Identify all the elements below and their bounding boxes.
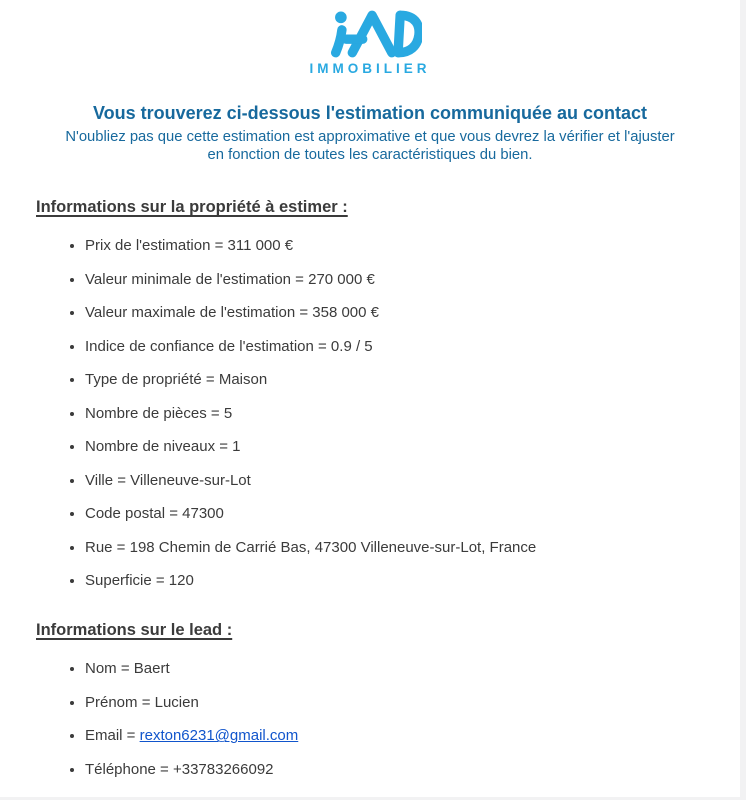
lead-section [36, 621, 710, 780]
property-section-heading: Informations sur la propriété à estimer : [36, 198, 348, 217]
list-item-indice-confiance: • Indice de confiance de l'estimation = 0.9 / 5 [85, 337, 710, 357]
email-label: Email = [85, 727, 140, 745]
list-item-superficie: • Superficie = 120 [85, 571, 710, 591]
list-item-nom: • Nom = Baert [85, 659, 710, 679]
list-item-valeur-min: • Valeur minimale de l'estimation = 270 000 € [85, 270, 710, 290]
email-link[interactable]: rexton6231@gmail.com [139, 727, 299, 745]
lead-list [36, 659, 710, 780]
page-subtitle: N'oubliez pas que cette estimation est approximative et que vous devrez la vérifier et l'ajuster en fonction de toutes les caractéristiques du bien. [65, 129, 675, 164]
list-item-nombre-niveaux: • Nombre de niveaux = 1 [85, 437, 710, 457]
list-item-rue: • Rue = 198 Chemin de Carrié Bas, 47300 Villeneuve-sur-Lot, France [85, 538, 710, 558]
list-item-email [85, 726, 710, 746]
iad-logo-icon [318, 10, 422, 58]
list-item-code-postal: • Code postal = 47300 [85, 504, 710, 524]
list-item-ville: • Ville = Villeneuve-sur-Lot [85, 471, 710, 491]
list-item-type-propriete: • Type de propriété = Maison [85, 370, 710, 390]
list-item-prix: • Prix de l'estimation = 311 000 € [85, 236, 710, 256]
brand-logo [0, 0, 740, 76]
property-list [36, 236, 710, 591]
page-title: Vous trouverez ci-dessous l'estimation communiquée au contact [92, 103, 648, 123]
list-item-valeur-max: • Valeur maximale de l'estimation = 358 000 € [85, 303, 710, 323]
lead-section-heading: Informations sur le lead : [36, 621, 233, 640]
list-item-prenom: • Prénom = Lucien [85, 693, 710, 713]
property-section [36, 198, 710, 591]
list-item-nombre-pieces: • Nombre de pièces = 5 [85, 404, 710, 424]
logo-tagline: IMMOBILIER [309, 61, 431, 76]
header [0, 103, 740, 164]
list-item-telephone: • Téléphone = +33783266092 [85, 760, 710, 780]
